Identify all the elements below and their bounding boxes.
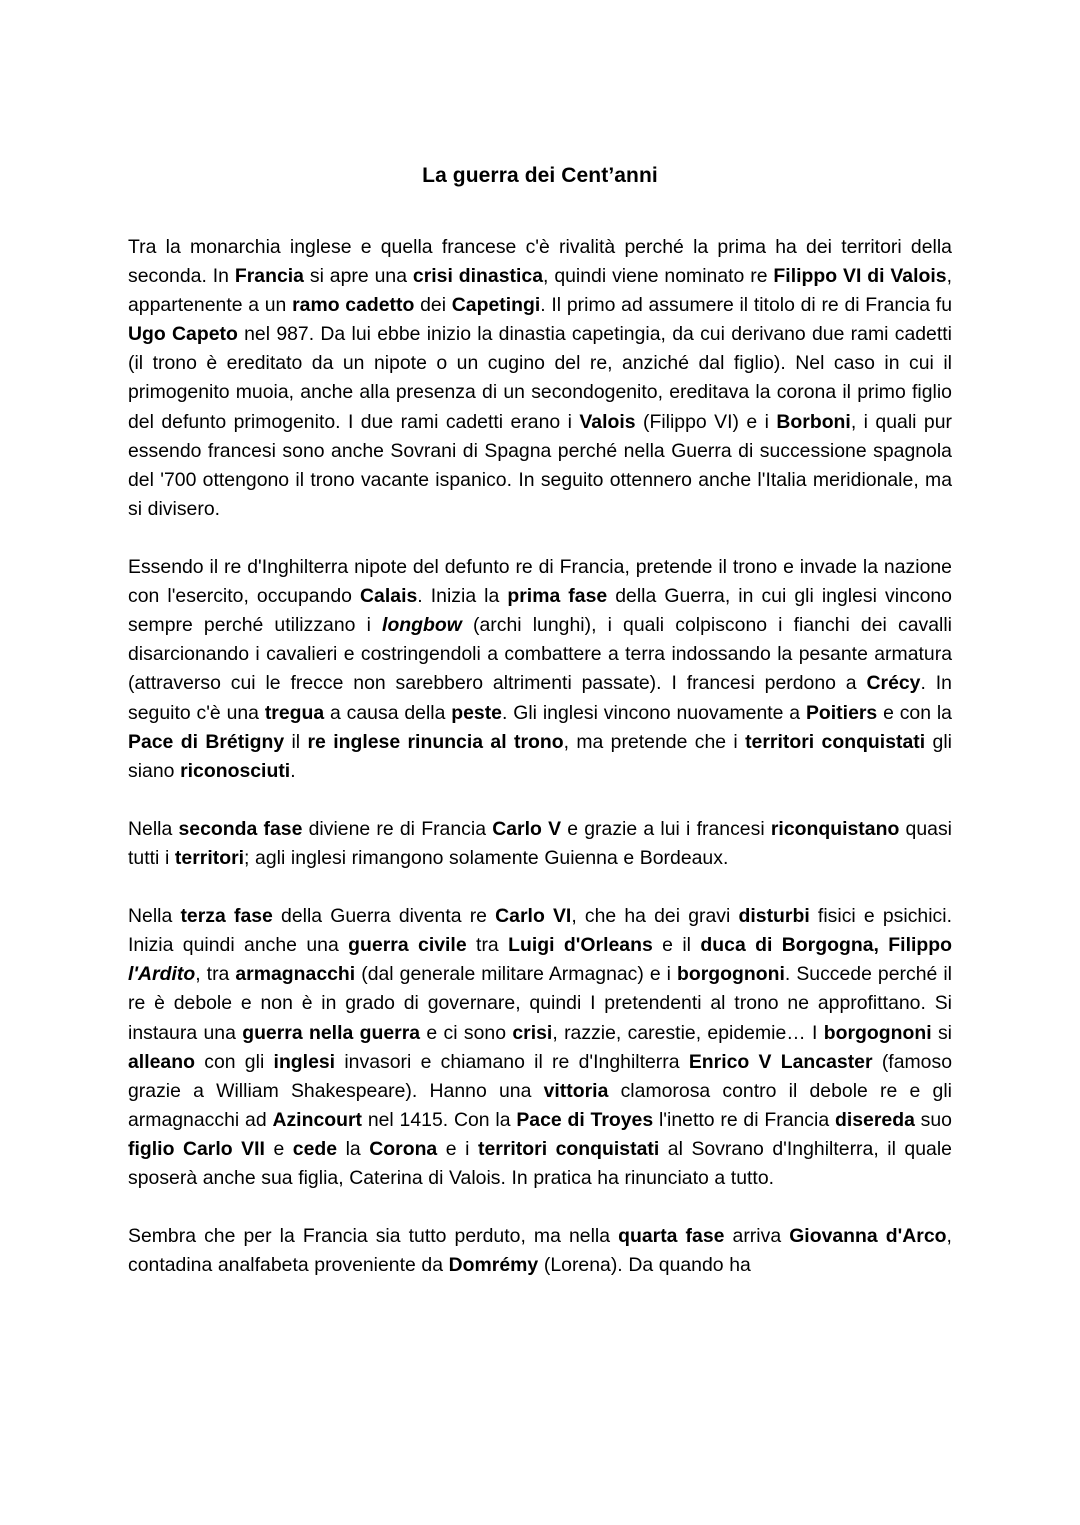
text-run: (famoso grazie a William Shakespeare). Hanno una	[128, 1050, 953, 1102]
text-run: clamorosa contro il debole re e gli armagnacchi ad	[128, 1079, 952, 1131]
text-run: , che ha dei gravi	[571, 905, 739, 928]
text-run: , ma pretende che i	[563, 730, 746, 753]
bold-run: disturbi	[738, 905, 810, 928]
bold-run: Pace di Troyes	[516, 1108, 654, 1131]
text-run: , tra	[195, 963, 236, 986]
text-run: invasori e chiamano il re d'Inghilterra	[335, 1050, 689, 1073]
bold-run: guerra civile	[348, 934, 467, 957]
text-run: quasi tutti i	[128, 817, 952, 869]
bold-run: duca di Borgogna, Filippo	[700, 934, 952, 957]
text-run: il	[284, 730, 308, 753]
text-run: , razzie, carestie, epidemie… I	[552, 1021, 824, 1044]
text-run: Tra la monarchia inglese e quella francese c'è rivalità perché la prima ha dei territori della seconda. In	[128, 236, 952, 288]
bold-run: terza fase	[180, 905, 273, 928]
bold-run: prima fase	[507, 585, 608, 608]
text-run: Nella	[128, 905, 181, 928]
bold-run: guerra nella guerra	[242, 1021, 421, 1044]
text-run: fisici e psichici. Inizia quindi anche una	[128, 905, 952, 957]
bold-run: territori conquistati	[477, 1137, 660, 1160]
bold-run: peste	[451, 701, 502, 724]
paragraph-p5	[128, 1222, 952, 1280]
text-run: (Filippo VI) e i	[635, 410, 777, 433]
bold-run: borgognoni	[823, 1021, 932, 1044]
text-run: e grazie a lui i francesi	[561, 817, 771, 840]
text-run: ; agli inglesi rimangono solamente Guienna e Bordeaux.	[244, 846, 729, 869]
text-run: arriva	[724, 1225, 790, 1248]
bold-run: Carlo VI	[495, 905, 572, 928]
page-title: La guerra dei Cent’anni	[422, 164, 658, 187]
text-run: della Guerra, in cui gli inglesi vincono sempre perché utilizzano i	[128, 585, 952, 637]
text-run: e il	[652, 934, 701, 957]
text-run: a causa della	[324, 701, 452, 724]
text-run: . Inizia la	[417, 585, 508, 608]
text-run: , contadina analfabeta proveniente da	[128, 1225, 952, 1277]
bold-run: crisi dinastica	[412, 265, 544, 288]
text-run: (Lorena). Da quando ha	[538, 1254, 751, 1277]
bold-run: Carlo V	[492, 817, 562, 840]
text-run: Essendo il re d'Inghilterra nipote del defunto re di Francia, pretende il trono e invade la nazione con l'esercito, occupando	[128, 556, 952, 608]
text-run: . Il primo ad assumere il titolo di re di Francia fu	[540, 294, 953, 317]
text-run: diviene re di Francia	[302, 817, 493, 840]
text-run: con gli	[194, 1050, 274, 1073]
bold-italic-run: l'Ardito	[128, 963, 196, 986]
bold-run: tregua	[264, 701, 325, 724]
text-run: nel 987. Da lui ebbe inizio la dinastia capetingia, da cui derivano due rami cadetti (il trono è ereditato da un nipote o un cugino del re, anziché dal figlio). Nel caso in cui il primogenito muoia, anche alla presenza di un secondogenito, ereditava la corona il primo figlio del defunto primogenito. I due rami cadetti erano i	[128, 323, 952, 433]
bold-run: disereda	[834, 1108, 915, 1131]
bold-run: Corona	[369, 1137, 438, 1160]
bold-run: Azincourt	[272, 1108, 363, 1131]
paragraph-list	[128, 233, 952, 1280]
bold-run: Luigi d'Orleans	[508, 934, 653, 957]
bold-run: armagnacchi	[235, 963, 356, 986]
paragraph-p4	[128, 902, 952, 1193]
text-run: . Gli inglesi vincono nuovamente a	[502, 701, 806, 724]
text-run: si	[931, 1021, 953, 1044]
text-run: la	[337, 1137, 370, 1160]
bold-run: quarta fase	[618, 1225, 725, 1248]
text-run: e	[264, 1137, 293, 1160]
text-run: . Succede perché il re è debole e non è in grado di governare, quindi I pretendenti al trono ne approfittano. Si instaura una	[128, 963, 952, 1044]
bold-run: inglesi	[273, 1050, 336, 1073]
text-run: e i	[437, 1137, 478, 1160]
bold-run: Borboni	[776, 410, 851, 433]
bold-run: riconosciuti	[180, 759, 291, 782]
text-run: si apre una	[303, 265, 413, 288]
text-run: Nella	[128, 817, 179, 840]
bold-run: Giovanna d'Arco	[789, 1225, 947, 1248]
text-run: Sembra che per la Francia sia tutto perduto, ma nella	[128, 1225, 619, 1248]
text-run: , i quali pur essendo francesi sono anche Sovrani di Spagna perché nella Guerra di successione spagnola del '700 ottengono il trono vacante ispanico. In seguito ottennero anche l'Italia meridionale, ma si divisero.	[128, 410, 952, 520]
text-run: e con la	[877, 701, 952, 724]
text-run: (dal generale militare Armagnac) e i	[355, 963, 678, 986]
bold-run: vittoria	[543, 1079, 609, 1102]
bold-run: ramo cadetto	[292, 294, 415, 317]
text-run: tra	[466, 934, 509, 957]
bold-run: Domrémy	[448, 1254, 539, 1277]
bold-run: alleano	[128, 1050, 195, 1073]
bold-run: Enrico V Lancaster	[688, 1050, 873, 1073]
bold-run: crisi	[512, 1021, 553, 1044]
document-body	[128, 0, 952, 1280]
bold-run: Poitiers	[805, 701, 878, 724]
text-run: al Sovrano d'Inghilterra, il quale sposerà anche sua figlia, Caterina di Valois. In pratica ha rinunciato a tutto.	[128, 1137, 952, 1189]
bold-run: figlio Carlo VII	[128, 1137, 265, 1160]
text-run: nel 1415. Con la	[362, 1108, 517, 1131]
bold-run: territori	[174, 846, 245, 869]
text-run: , appartenente a un	[128, 265, 952, 317]
bold-run: cede	[292, 1137, 338, 1160]
paragraph-p2	[128, 553, 952, 786]
bold-run: Capetingi	[451, 294, 541, 317]
bold-run: borgognoni	[677, 963, 785, 986]
text-run: suo	[914, 1108, 952, 1131]
bold-run: territori conquistati	[745, 730, 926, 753]
text-run: l'inetto re di Francia	[653, 1108, 835, 1131]
text-run: della Guerra diventa re	[272, 905, 496, 928]
bold-run: Calais	[360, 585, 418, 608]
bold-run: Pace di Brétigny	[128, 730, 285, 753]
bold-run: Filippo VI di Valois	[773, 265, 947, 288]
bold-run: Crécy	[866, 672, 921, 695]
bold-run: seconda fase	[178, 817, 303, 840]
text-run: (archi lunghi), i quali colpiscono i fianchi dei cavalli disarcionando i cavalieri e costringendoli a combattere a terra indossando la pesante armatura (attraverso cui le frecce non sarebbero altrimenti passate). I francesi perdono a	[128, 614, 952, 695]
bold-run: riconquistano	[770, 817, 900, 840]
bold-run: Valois	[579, 410, 636, 433]
text-run: gli siano	[128, 730, 952, 782]
text-run: dei	[414, 294, 452, 317]
text-run: e ci sono	[420, 1021, 513, 1044]
bold-italic-run: longbow	[382, 614, 462, 637]
text-run: . In seguito c'è una	[128, 672, 952, 724]
bold-run: re inglese rinuncia al trono	[307, 730, 564, 753]
text-run: .	[290, 759, 296, 782]
bold-run: Ugo Capeto	[128, 323, 238, 346]
paragraph-p3	[128, 815, 952, 873]
bold-run: Francia	[234, 265, 304, 288]
text-run: , quindi viene nominato re	[543, 265, 774, 288]
paragraph-p1	[128, 233, 952, 524]
